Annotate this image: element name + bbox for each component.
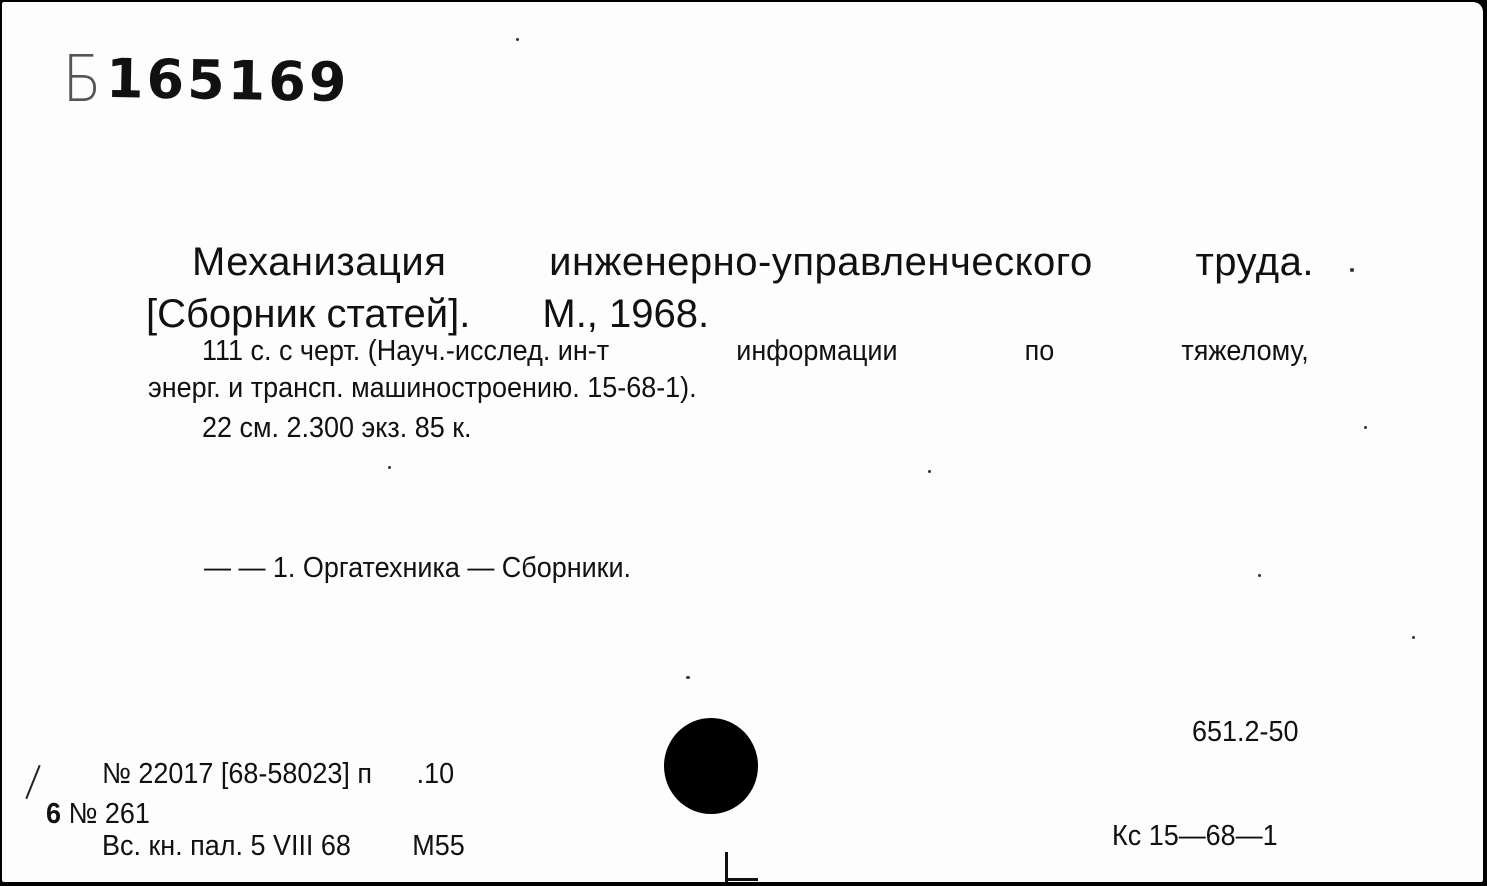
- description-line-3: 22 см. 2.300 экз. 85 к.: [202, 412, 472, 444]
- udc-code: 651.2-50: [1192, 716, 1299, 748]
- speck: [1350, 268, 1354, 272]
- title-word: Механизация: [192, 240, 447, 284]
- registration-batch: M55: [412, 830, 465, 862]
- title-line-1: [192, 240, 1314, 285]
- registration-number: № 22017 [68-58023] п: [102, 758, 372, 790]
- handwritten-slash: [25, 765, 40, 799]
- subject-heading: — — 1. Оргатехника — Сборники.: [204, 552, 632, 584]
- catalog-card: [2, 2, 1483, 882]
- speck: [1412, 636, 1415, 639]
- call-number-letter: Б: [62, 43, 102, 117]
- registration-line-2: [46, 798, 150, 831]
- cut-mark: [728, 878, 758, 881]
- punch-hole: [664, 718, 758, 814]
- call-number-digits: 165169: [105, 46, 350, 114]
- registration-line-1: [102, 758, 454, 791]
- speck: [516, 38, 519, 41]
- call-number: [60, 38, 349, 122]
- registration-suffix: .10: [416, 758, 455, 790]
- title-subtitle: [Сборник статей].: [146, 292, 471, 336]
- registration-date: Вс. кн. пал. 5 VIII 68: [102, 830, 351, 862]
- description-word: информации: [736, 335, 898, 367]
- registration-prefix: 6: [46, 798, 62, 830]
- description-word: тяжелому,: [1181, 335, 1309, 367]
- description-word: 111 с. с черт. (Науч.-исслед. ин-т: [202, 335, 610, 367]
- registration-card-number: № 261: [61, 798, 150, 830]
- speck: [388, 466, 391, 469]
- speck: [686, 676, 690, 679]
- title-word: труда.: [1195, 240, 1314, 284]
- title-imprint: М., 1968.: [542, 292, 710, 336]
- title-word: инженерно-управленческого: [549, 240, 1093, 284]
- description-line-1: [202, 335, 1309, 368]
- title-line-2: [146, 292, 709, 337]
- speck: [1258, 574, 1261, 577]
- description-word: по: [1024, 335, 1055, 367]
- description-line-2: энерг. и трансп. машиностроению. 15-68-1).: [148, 372, 697, 404]
- speck: [1364, 426, 1367, 429]
- speck: [928, 470, 931, 473]
- chamber-code: Кс 15—68—1: [1112, 820, 1278, 852]
- registration-line-3: [102, 830, 465, 863]
